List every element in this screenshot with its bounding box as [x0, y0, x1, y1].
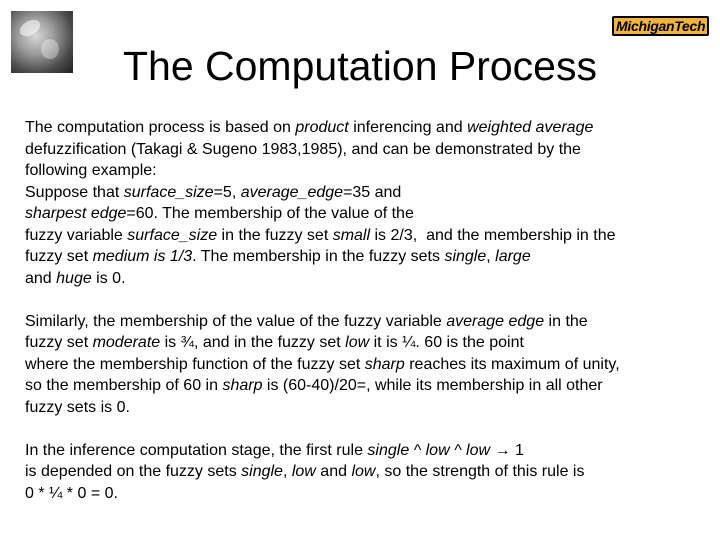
paragraph-1 — [25, 117, 705, 289]
italic-term: huge — [56, 269, 92, 287]
text-run: . The membership in the fuzzy sets — [192, 248, 445, 265]
italic-term: average edge — [446, 312, 545, 330]
text-run: is 0. — [91, 269, 126, 287]
italic-term: single ^ low ^ low — [367, 441, 491, 459]
text-run: =60. The membership of the value of the fuzzy variable — [25, 205, 414, 244]
italic-term: average_edge — [240, 183, 344, 201]
text-run: , — [282, 463, 292, 480]
italic-term: sharpest edge — [25, 205, 127, 222]
page-title: The Computation Process — [122, 43, 597, 89]
text-run: The computation process is based on — [25, 119, 296, 136]
italic-term: low — [345, 334, 370, 351]
text-run: and — [25, 269, 52, 287]
italic-term: large — [495, 248, 531, 265]
text-run: is ¾, and in the fuzzy set — [160, 334, 346, 351]
text-run: =5, — [213, 183, 241, 201]
italic-term: sharp — [222, 377, 263, 394]
italic-term: surface_size — [123, 183, 214, 201]
arrow-icon: → — [494, 441, 511, 459]
text-run: , — [486, 248, 496, 265]
body-text — [25, 117, 705, 504]
text-run: defuzzification (Takagi & Sugeno 1983,1985), and can be demonstrated by the following example: Suppose that — [25, 140, 581, 201]
text-run: it is ¼. 60 is the point where the membership function of the fuzzy set — [25, 334, 524, 373]
italic-term: single — [444, 248, 487, 265]
text-run: reaches its maximum of unity, so the membership of 60 in — [25, 355, 620, 394]
text-run: in the fuzzy set — [217, 226, 333, 244]
text-run: 1 is depended on the fuzzy sets — [25, 441, 524, 480]
text-run: , so the strength of this rule is 0 * ¼ * 0 = 0. — [25, 463, 585, 502]
italic-term: surface_size — [127, 226, 218, 244]
italic-term: small — [332, 226, 371, 244]
text-run: is 2/3, and the membership in the fuzzy set — [25, 226, 616, 265]
italic-term: single — [241, 463, 283, 480]
paragraph-2 — [25, 311, 705, 419]
text-run: in the fuzzy set — [25, 312, 588, 351]
text-run: and — [315, 463, 352, 480]
italic-term: product — [295, 119, 349, 136]
italic-term: low — [291, 463, 316, 480]
italic-term: medium is 1/3 — [92, 248, 193, 265]
paragraph-3 — [25, 440, 705, 505]
michigan-tech-logo: MichiganTech — [612, 12, 694, 40]
text-run: is (60-40)/20=, while its membership in all other fuzzy sets is 0. — [25, 377, 603, 416]
italic-term: low — [351, 463, 376, 480]
text-run: Similarly, the membership of the value of the fuzzy variable — [25, 312, 447, 330]
text-run: =35 and — [343, 183, 402, 201]
text-run: In the inference computation stage, the first rule — [25, 441, 368, 459]
italic-term: weighted average — [467, 119, 594, 136]
text-run: inferencing and — [348, 119, 468, 136]
italic-term: moderate — [92, 334, 161, 351]
italic-term: sharp — [364, 355, 405, 373]
